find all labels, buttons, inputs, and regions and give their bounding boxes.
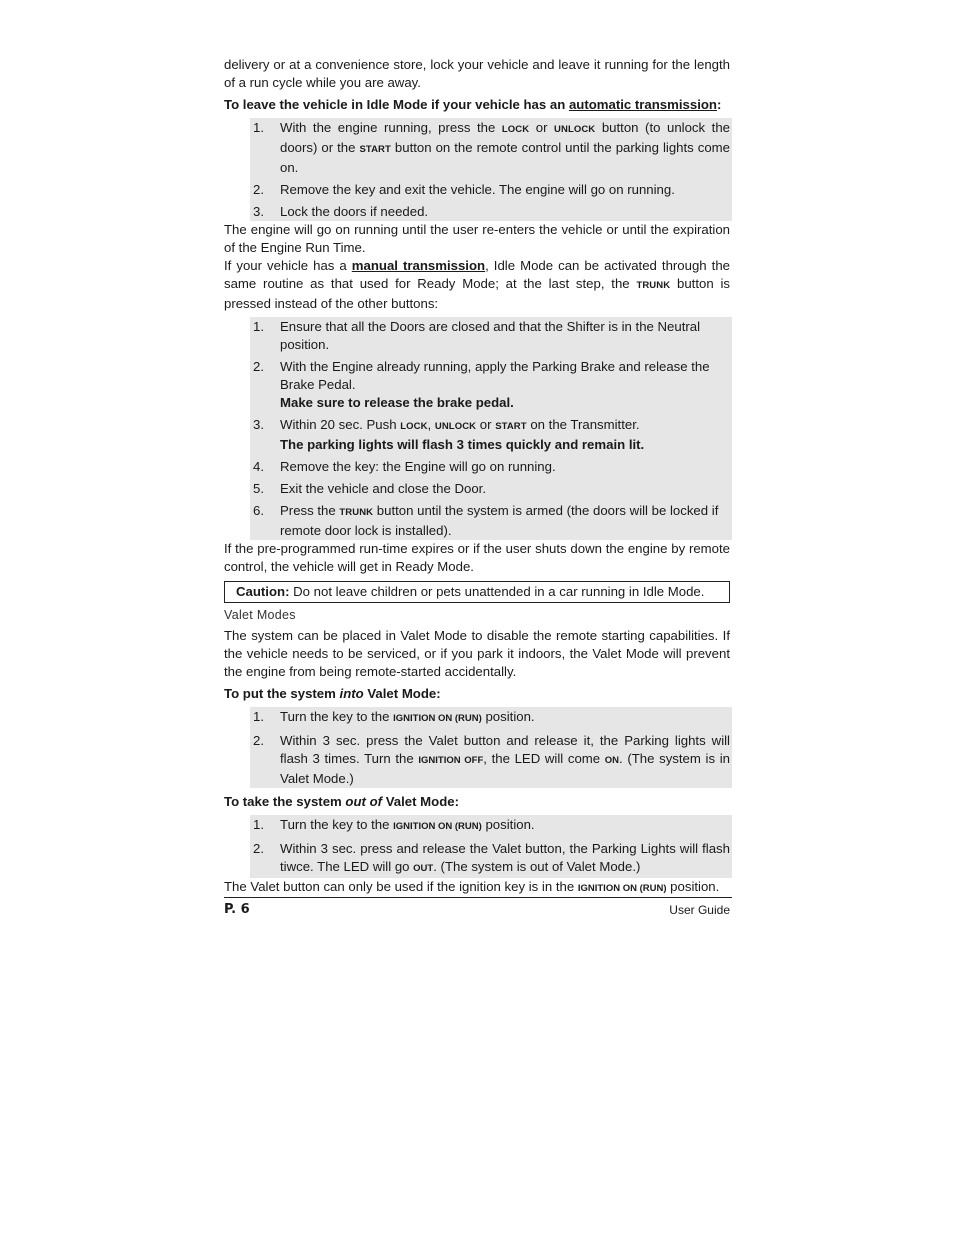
runtime-expire-paragraph: If the pre-programmed run-time expires or if the user shuts down the engine by remote control, the vehicle will get in Ready Mode. xyxy=(224,541,730,574)
page-footer xyxy=(224,897,732,922)
valet-final-paragraph: The Valet button can only be used if the ignition key is in the IGNITION ON (RUN) position. xyxy=(224,879,720,894)
list-item: 2. With the Engine already running, apply the Parking Brake and release the Brake Pedal. Make sure to release the brake pedal. xyxy=(253,359,710,410)
valet-out-steps xyxy=(250,815,732,878)
list-item: 1. Ensure that all the Doors are closed and that the Shifter is in the Neutral position. xyxy=(253,319,701,352)
list-item: 2. Within 3 sec. press the Valet button and release it, the Parking lights will flash 3 times. Turn the IGNITION OFF, the LED will come ON. (The system is in Valet Mode.) xyxy=(253,733,730,786)
idle-auto-heading: To leave the vehicle in Idle Mode if your vehicle has an automatic transmission: xyxy=(224,97,722,112)
automatic-transmission-term: automatic transmission xyxy=(568,97,717,112)
step-note: Make sure to release the brake pedal. xyxy=(280,395,514,410)
page-number: P. 6 xyxy=(224,902,250,917)
valet-into-steps xyxy=(250,707,732,788)
idle-auto-steps xyxy=(250,118,732,221)
intro-paragraph: delivery or at a convenience store, lock your vehicle and leave it running for the length of a run cycle while you are away. xyxy=(224,57,730,90)
list-item: 5. Exit the vehicle and close the Door. xyxy=(253,481,486,496)
document-body xyxy=(224,56,730,898)
valet-intro-paragraph: The system can be placed in Valet Mode to disable the remote starting capabilities. If the vehicle needs to be serviced, or if you park it indoors, the Valet Mode will prevent the engine from being remote-started accidentally. xyxy=(224,628,730,679)
footer-title: User Guide xyxy=(669,903,730,917)
list-item: 3. Within 20 sec. Push LOCK, UNLOCK or START on the Transmitter. The parking lights will flash 3 times quickly and remain lit. xyxy=(253,417,645,452)
manual-transmission-paragraph: If your vehicle has a manual transmission, Idle Mode can be activated through the same routine as that used for Ready Mode; at the last step, the TRUNK button is pressed instead of the other buttons: xyxy=(224,258,731,311)
list-item: 6. Press the TRUNK button until the system is armed (the doors will be locked if remote door lock is installed). xyxy=(253,503,719,538)
list-item: 2. Remove the key and exit the vehicle. The engine will go on running. xyxy=(253,182,675,197)
valet-into-heading: To put the system into Valet Mode: xyxy=(224,686,441,701)
engine-runs-paragraph: The engine will go on running until the user re-enters the vehicle or until the expiration of the Engine Run Time. xyxy=(224,222,730,255)
section-heading-valet-modes: Valet Modes xyxy=(224,608,296,622)
list-item: 1. With the engine running, press the LOCK or UNLOCK button (to unlock the doors) or the START button on the remote control until the parking lights come on. xyxy=(253,120,730,175)
list-item: 1. Turn the key to the IGNITION ON (RUN) position. xyxy=(253,817,535,832)
list-item: 2. Within 3 sec. press and release the Valet button, the Parking Lights will flash tiwce. The LED will go OUT. (The system is out of Valet Mode.) xyxy=(253,841,730,874)
list-item: 1. Turn the key to the IGNITION ON (RUN) position. xyxy=(253,709,535,724)
manual-transmission-term: manual transmission xyxy=(351,258,486,273)
list-item: 3. Lock the doors if needed. xyxy=(253,204,429,219)
step-note: The parking lights will flash 3 times quickly and remain lit. xyxy=(280,437,645,452)
caution-box: Caution: Do not leave children or pets unattended in a car running in Idle Mode. xyxy=(224,581,730,603)
list-item: 4. Remove the key: the Engine will go on running. xyxy=(253,459,556,474)
valet-out-heading: To take the system out of Valet Mode: xyxy=(224,794,459,809)
caution-label: Caution: xyxy=(236,584,290,599)
manual-steps xyxy=(250,317,732,540)
